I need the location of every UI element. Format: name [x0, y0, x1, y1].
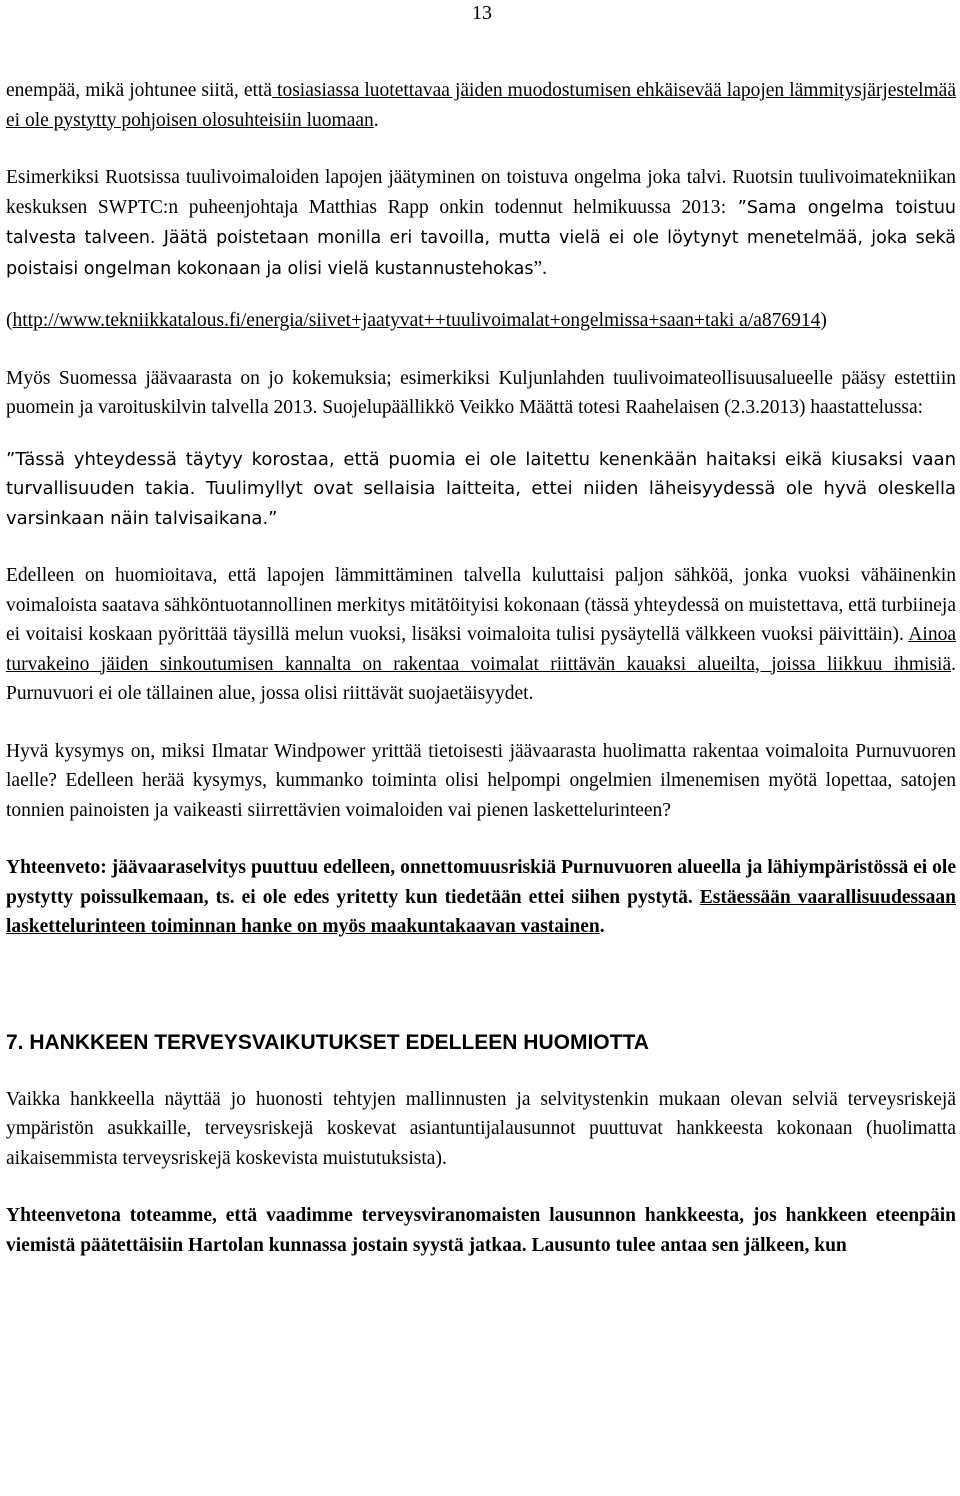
underlined-text: Ainoa turvakeino jäiden sinkoutumisen kannalta on rakentaa voimalat riittävän kauaksi alueilta, joissa liikkuu ihmisiä [6, 624, 956, 675]
document-body [6, 76, 956, 1260]
section-heading: 7. HANKKEEN TERVEYSVAIKUTUKSET EDELLEEN HUOMIOTTA [6, 1030, 649, 1054]
paragraph-sweden-example: Esimerkiksi Ruotsissa tuulivoimaloiden lapojen jäätyminen on toistuva ongelma joka talvi. Ruotsin tuulivoimatekniikan keskuksen SWPTC:n puheenjohtaja Matthias Rapp onkin todennut helmikuussa 2013: ”Sama ongelma toistuu talvesta talveen. Jäätä poistetaan monilla eri tavoilla, mutta vielä ei ole löytynyt menetelmää, joka sekä poistaisi ongelman kokonaan ja olisi vielä kustannustehokas”. [6, 167, 957, 279]
source-reference: (http://www.tekniikkatalous.fi/energia/siivet+jaatyvat++tuulivoimalat+ongelmissa+saan+taki a/a876914) [6, 310, 827, 331]
paragraph-question: Hyvä kysymys on, miksi Ilmatar Windpower yrittää tietoisesti jäävaarasta huolimatta rakentaa voimaloita Purnuvuoren laelle? Edelleen herää kysymys, kummanko toiminta olisi helpompi ongelmien ilmenemisen myötä lopettaa, satojen tonnien painoisten ja vaikeasti siirrettävien voimaloiden vai pienen laskettelurinteen? [6, 740, 956, 821]
summary-health-statement: Yhteenvetona toteamme, että vaadimme terveysviranomaisten lausunnon hankkeesta, jos hankkeen eteenpäin viemistä päätettäisiin Hartolan kunnassa jostain syystä jatkaa. Lausunto tulee antaa sen jälkeen, kun [6, 1205, 956, 1256]
quote-inline-continued: Jäätä poistetaan monilla eri tavoilla, mutta vielä ei ole löytynyt menetelmää, joka sekä poistaisi ongelman kokonaan ja olisi vielä kustannustehokas [6, 228, 957, 279]
paragraph-finland-example: Myös Suomessa jäävaarasta on jo kokemuksia; esimerkiksi Kuljunlahden tuulivoimateollisuusalueelle pääsy estettiin puomein ja varoituskilvin talvella 2013. Suojelupäällikkö Veikko Määttä totesi Raahelaisen (2.3.2013) haastattelussa: [6, 367, 956, 418]
source-link[interactable]: http://www.tekniikkatalous.fi/energia/siivet+jaatyvat++tuulivoimalat+ongelmissa+saan+taki a/a876914 [12, 310, 821, 331]
quote-inline: : ”Sama ongelma toistuu talvesta talveen. [6, 197, 957, 248]
page-number: 13 [472, 2, 492, 24]
summary-ice-risk: Yhteenveto: jäävaaraselvitys puuttuu edelleen, onnettomuusriskiä Purnuvuoren alueella ja lähiympäristössä ei ole pystytty poissulkemaan, ts. ei ole edes yritetty kun tiedetään ettei siihen pystytä. Estäessään vaarallisuudessaan laskettelurinteen toiminnan hanke on myös maakuntakaavan vastainen. [6, 857, 956, 937]
paragraph-ice-heating: enempää, mikä johtunee siitä, että tosiasiassa luotettavaa jäiden muodostumisen ehkäisevää lapojen lämmitysjärjestelmää ei ole pystytty pohjoisen olosuhteisiin luomaan. [6, 80, 956, 131]
paragraph-heating-consumption: Edelleen on huomioitava, että lapojen lämmittäminen talvella kuluttaisi paljon sähköä, jonka vuoksi vähäinenkin voimaloista saatava sähköntuotannollinen merkitys mitätöityisi kokonaan (tässä yhteydessä on muistettava, että turbiineja ei voitaisi koskaan pyörittää täysillä melun vuoksi, lisäksi voimaloita tulisi pysäytellä välkkeen vuoksi päivittäin). Ainoa turvakeino jäiden sinkoutumisen kannalta on rakentaa voimalat riittävän kauaksi alueilta, joissa liikkuu ihmisiä. Purnuvuori ei ole tällainen alue, jossa olisi riittävät suojaetäisyydet. [6, 565, 956, 704]
underlined-text: tosiasiassa luotettavaa jäiden muodostumisen ehkäisevää lapojen lämmitysjärjestelmää ei ole pystytty pohjoisen olosuhteisiin luomaan [6, 80, 956, 131]
paragraph-health-risks: Vaikka hankkeella näyttää jo huonosti tehtyjen mallinnusten ja selvitystenkin mukaan olevan selviä terveysriskejä ympäristön asukkaille, terveysriskejä koskevat asiantuntijalausunnot puuttuvat hankkeesta kokonaan (huolimatta aikaisemmista terveysriskejä koskevista muistutuksista). [6, 1088, 956, 1169]
interview-quote: ”Tässä yhteydessä täytyy korostaa, että puomia ei ole laitettu kenenkään haitaksi eikä kiusaksi vaan turvallisuuden takia. Tuulimyllyt ovat sellaisia laitteita, ettei niiden läheisyydessä ole hyvä oleskella varsinkaan näin talvisaikana.” [6, 448, 956, 529]
underlined-bold-text: Estäessään vaarallisuudessaan laskettelurinteen toiminnan hanke on myös maakuntakaavan vastainen [6, 886, 956, 937]
